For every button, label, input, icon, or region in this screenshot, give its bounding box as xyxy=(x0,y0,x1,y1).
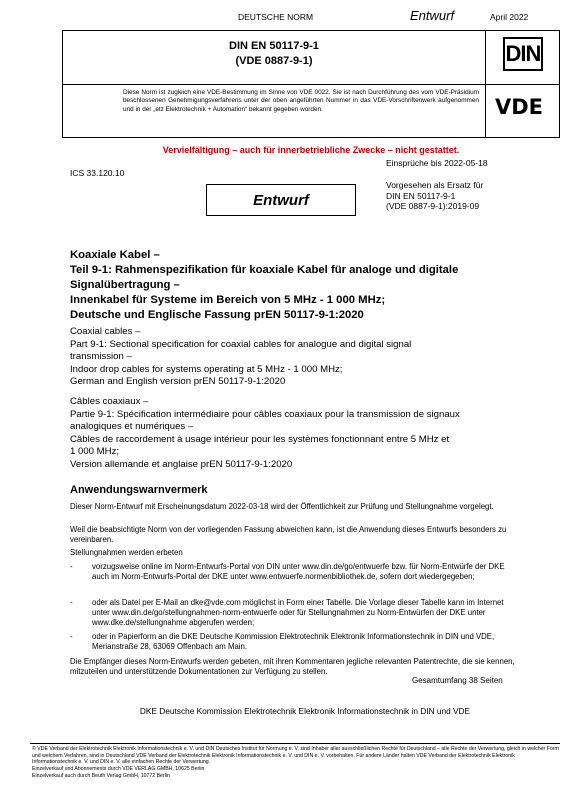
title-en-line: Coaxial cables – xyxy=(70,326,141,337)
application-paragraph-4: Die Empfänger dieses Norm-Entwurfs werden gebeten, mit ihren Kommentaren jegliche relevanten Patentrechte, die sie kennen, mitzuteilen und unterstützende Dokumentationen zur Verfügung zu stellen. xyxy=(70,657,515,677)
document-type-label: DEUTSCHE NORM xyxy=(238,12,314,22)
vde-logo: VDE xyxy=(495,95,544,119)
title-de-line: Signalübertragung – xyxy=(70,279,180,291)
replacement-line-1: Vorgesehen als Ersatz für xyxy=(386,180,484,190)
publication-date: April 2022 xyxy=(490,12,529,22)
application-paragraph-2: Weil die beabsichtigte Norm von der vorliegenden Fassung abweichen kann, ist die Anwendung dieses Entwurfs besonders zu vereinbaren. xyxy=(70,525,507,545)
title-en-line: German and English version prEN 50117-9-1:2020 xyxy=(70,376,286,388)
title-de-line: Koaxiale Kabel – xyxy=(70,249,160,261)
draft-label: Entwurf xyxy=(410,8,455,23)
title-de-line: Teil 9-1: Rahmenspezifikation für koaxiale Kabel für analoge und digitale xyxy=(70,264,459,276)
document-number-vde: (VDE 0887-9-1) xyxy=(235,55,313,67)
title-fr-line: 1 000 MHz; xyxy=(70,446,120,458)
replacement-info xyxy=(386,180,483,212)
document-number-box xyxy=(62,30,560,138)
list-dash: - xyxy=(70,562,73,571)
title-french xyxy=(70,396,540,472)
footer-separator xyxy=(30,743,560,744)
din-logo: DIN xyxy=(503,37,543,71)
total-pages: Gesamtumfang 38 Seiten xyxy=(412,676,503,685)
document-number-din: DIN EN 50117-9-1 xyxy=(229,40,319,52)
title-fr-line: analogiques et numériques – xyxy=(70,421,194,433)
document-number xyxy=(63,39,485,69)
application-warning-heading: Anwendungswarnvermerk xyxy=(70,484,208,496)
title-fr-line: Câbles coaxiaux – xyxy=(70,396,149,407)
title-fr-line: Câbles de raccordement à usage intérieur pour les systèmes fonctionnant entre 5 MHz et xyxy=(70,433,450,445)
title-fr-line: Partie 9-1: Spécification intermédiaire pour câbles coaxiaux pour la transmission de signaux xyxy=(70,408,460,420)
list-item xyxy=(70,598,522,629)
ics-code: ICS 33.120.10 xyxy=(70,168,125,178)
title-en-line: Part 9-1: Sectional specification for coaxial cables for analogue and digital signal xyxy=(70,338,412,350)
list-dash: - xyxy=(70,632,73,641)
title-english xyxy=(70,326,540,389)
committee-name: DKE Deutsche Kommission Elektrotechnik Elektronik Informationstechnik in DIN und VDE xyxy=(139,706,471,716)
replacement-line-3: (VDE 0887-9-1):2019-09 xyxy=(386,201,480,211)
list-item-text: oder in Papierform an die DKE Deutsche Kommission Elektrotechnik Elektronik Informationstechnik in DIN und VDE, Merianstraße 28, 63069 Offenbach am Main. xyxy=(92,632,495,652)
vde-notice: Diese Norm ist zugleich eine VDE-Bestimmung im Sinne von VDE 0022. Sie ist nach Durchführung des vom VDE-Präsidium beschlossenen Genehmigungsverfahrens unter der oben angeführten Nummer in das VDE-Vorschriftenwerk aufgenommen und in der „etz Elektrotechnik + Automation“ bekannt gegeben worden. xyxy=(123,89,479,113)
footer-sales-2: Einzelverkauf auch durch Beuth Verlag GmbH, 10772 Berlin xyxy=(32,772,170,779)
title-fr-line: Version allemande et anglaise prEN 50117-9-1:2020 xyxy=(70,458,293,470)
footer xyxy=(32,746,560,780)
box-divider-vertical xyxy=(485,31,486,137)
list-item xyxy=(70,562,522,593)
objection-deadline: Einsprüche bis 2022-05-18 xyxy=(386,158,488,168)
list-dash: - xyxy=(70,598,73,607)
application-paragraph-3: Stellungnahmen werden erbeten xyxy=(70,548,183,557)
title-de-line: Deutsche und Englische Fassung prEN 50117-9-1:2020 xyxy=(70,309,364,321)
list-item-text: oder als Datei per E-Mail an dke@vde.com möglichst in Form einer Tabelle. Die Vorlage dieser Tabelle kann im Internet unter www.din.de/go/stellungnahmen-norm-entwuerfe oder für Stellungnahmen zu Norm-Entwürfen der DKE unter www.dke.de/stellungnahme abgerufen werden; xyxy=(92,598,504,628)
application-paragraph-1: Dieser Norm-Entwurf mit Erscheinungsdatum 2022-03-18 wird der Öffentlichkeit zur Prüfung und Stellungnahme vorgelegt. xyxy=(70,502,494,511)
copy-warning: Vervielfältigung – auch für innerbetriebliche Zwecke – nicht gestattet. xyxy=(162,145,460,155)
title-de-line: Innenkabel für Systeme im Bereich von 5 MHz - 1 000 MHz; xyxy=(70,294,386,306)
list-item-text: vorzugsweise online im Norm-Entwurfs-Portal von DIN unter www.din.de/go/entwuerfe bzw. für Norm-Entwürfe der DKE auch im Norm-Entwurfs-Portal der DKE unter www.entwuerfe.normenbibliothek.de, sofern dort wiedergegeben; xyxy=(92,562,505,582)
footer-copyright: © VDE Verband der Elektrotechnik Elektronik Informationstechnik e. V. und DIN Deutsches Institut für Normung e. V. sind Inhaber aller ausschließlichen Rechte für Deutschland – alle Rechte der Verwertung, gleich in welcher Form und welchem Verfahren, sind in Deutschland VDE Verband der Elektrotechnik Elektronik Informationstechnik e. V. und DIN e. V. vorbehalten. Für andere Länder halten VDE Verband der Elektrotechnik Elektronik Informationstechnik e. V. und DIN e. V. alle einfachen Rechte der Verwertung. xyxy=(32,746,559,766)
footer-sales-1: Einzelverkauf und Abonnements durch VDE VERLAG GMBH, 10625 Berlin xyxy=(32,766,205,773)
draft-stamp: Entwurf xyxy=(206,184,356,216)
title-en-line: Indoor drop cables for systems operating at 5 MHz - 1 000 MHz; xyxy=(70,363,343,375)
list-item xyxy=(70,632,522,653)
title-en-line: transmission – xyxy=(70,351,132,363)
title-german xyxy=(70,248,540,323)
replacement-line-2: DIN EN 50117-9-1 xyxy=(386,190,456,201)
